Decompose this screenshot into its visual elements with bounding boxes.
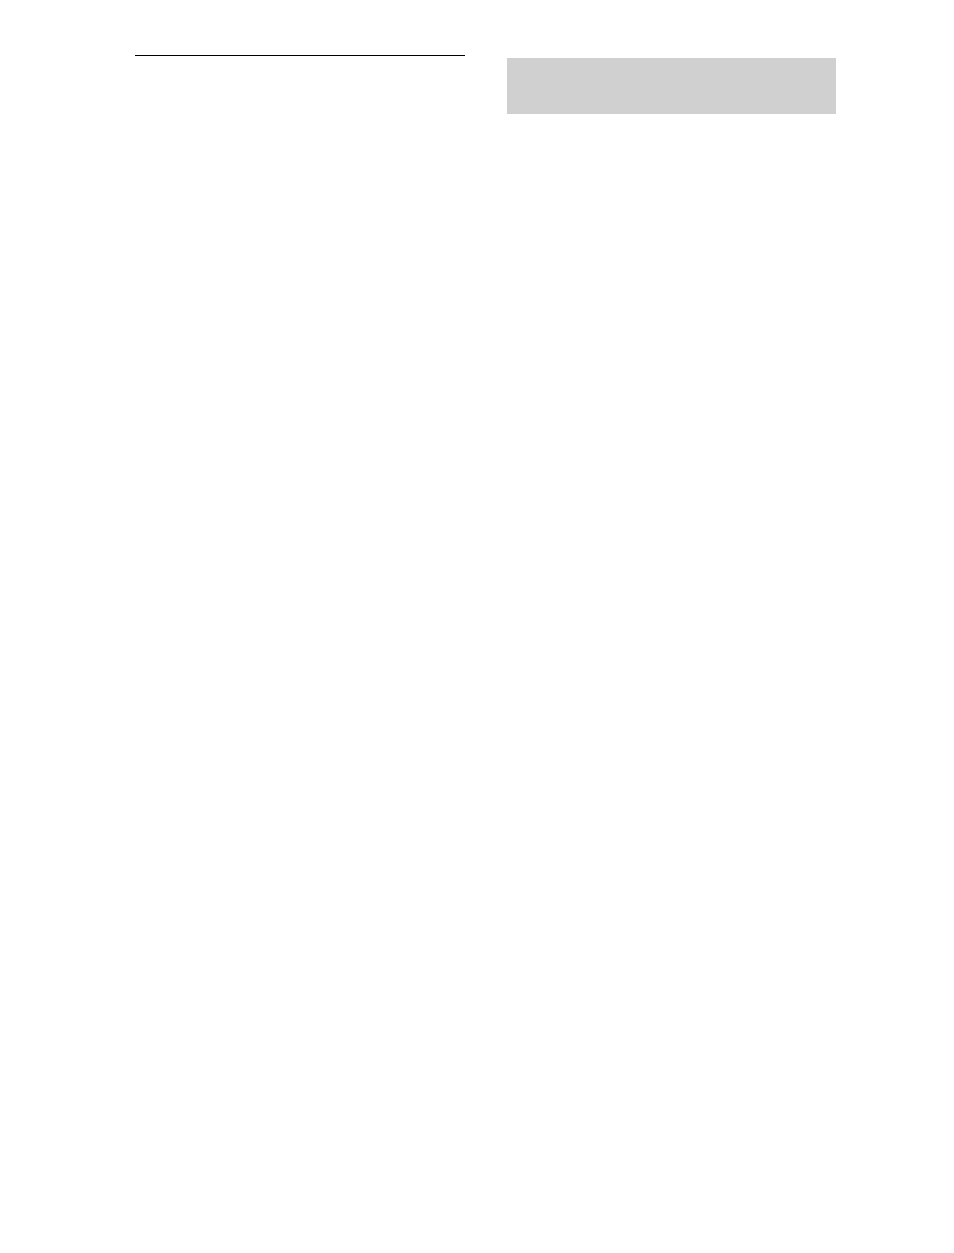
page-number	[66, 1178, 67, 1205]
right-column	[507, 58, 837, 142]
footnote-divider	[135, 55, 465, 56]
left-column	[135, 46, 465, 60]
precautions-title-bar	[507, 58, 836, 114]
